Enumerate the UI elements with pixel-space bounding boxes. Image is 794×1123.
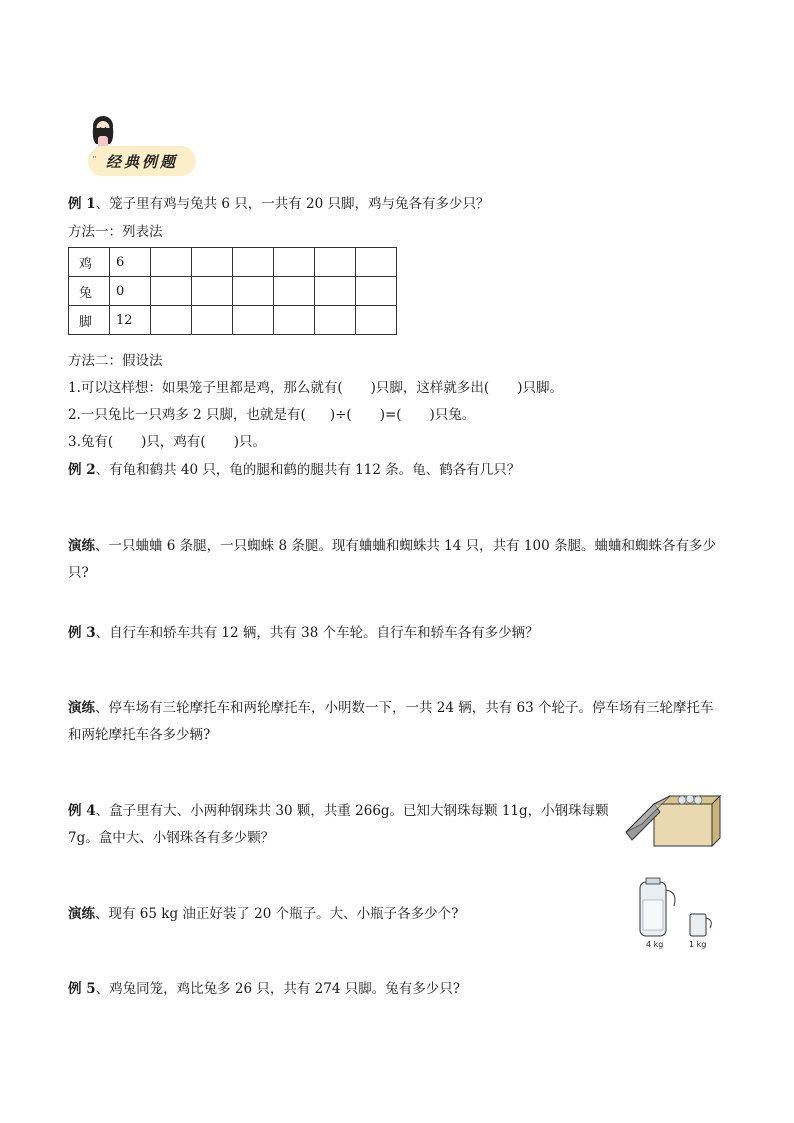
step-1: 1.可以这样想：如果笼子里都是鸡，那么就有( )只脚，这样就多出( )只脚。 [68,380,563,396]
example-2: 例 2、有龟和鹤共 40 只，龟的腿和鹤的腿共有 112 条。龟、鹤各有几只？ [68,462,521,478]
table-cell[interactable] [315,248,356,277]
table-cell[interactable] [151,277,192,306]
table-cell[interactable] [274,306,315,335]
practice-2: 演练、停车场有三轮摩托车和两轮摩托车，小明数一下，一共 24 辆，共有 63 个轮子。停车场有三轮摩托车 [68,700,714,716]
example-4: 例 4、盒子里有大、小两种钢珠共 30 颗，共重 266g。已知大钢珠每颗 11g，小钢珠每颗 [68,803,609,819]
method-2-heading: 方法二：假设法 [68,353,163,369]
method-1-heading: 方法一：列表法 [68,224,163,240]
table-cell: 12 [110,306,151,335]
table-cell[interactable] [356,306,397,335]
example-1 [68,192,490,212]
practice-2-cont: 和两轮摩托车各多少辆? [68,727,211,743]
table-cell[interactable] [192,248,233,277]
table-cell[interactable] [233,248,274,277]
table-cell[interactable] [192,306,233,335]
step-3: 3.兔有( )只，鸡有( )只。 [68,434,266,450]
small-bottle-caption: 1 kg [689,940,707,949]
box-of-balls-illustration [624,786,722,848]
table-cell[interactable] [315,306,356,335]
example-4-cont: 7g。盒中大、小钢珠各有多少颗？ [68,830,275,846]
table-cell[interactable] [315,277,356,306]
example-1-text: 、笼子里有鸡与兔共 6 只，一共有 20 只脚，鸡与兔各有多少只？ [95,196,490,212]
table-row [69,248,397,277]
table-cell[interactable] [356,248,397,277]
row-label: 脚 [69,306,110,335]
practice-3: 演练、现有 65 kg 油正好装了 20 个瓶子。大、小瓶子各多少个? [68,906,459,922]
practice-1-cont: 只? [68,565,89,581]
row-label: 兔 [69,277,110,306]
example-5: 例 5、鸡兔同笼，鸡比兔多 26 只，共有 274 只脚。兔有多少只? [68,981,460,997]
chicken-rabbit-table [68,247,397,335]
table-cell[interactable] [233,277,274,306]
table-row [69,277,397,306]
table-cell[interactable] [151,306,192,335]
practice-1: 演练、一只蛐蛐 6 条腿，一只蜘蛛 8 条腿。现有蛐蛐和蜘蛛共 14 只，共有 100 条腿。蛐蛐和蜘蛛各有多少 [68,538,716,554]
big-bottle-caption: 4 kg [646,940,664,949]
table-cell[interactable] [192,277,233,306]
table-cell[interactable] [274,277,315,306]
section-title: 经典例题 [106,153,179,171]
example-1-label: 例 1 [68,196,96,212]
oil-bottles-illustration [634,876,720,950]
table-cell[interactable] [233,306,274,335]
example-3: 例 3、自行车和轿车共有 12 辆，共有 38 个车轮。自行车和轿车各有多少辆？ [68,625,539,641]
table-cell: 0 [110,277,151,306]
table-cell[interactable] [356,277,397,306]
table-cell[interactable] [151,248,192,277]
table-cell[interactable] [274,248,315,277]
table-row [69,306,397,335]
row-label: 鸡 [69,248,110,277]
header-dash: ¨ [92,156,97,167]
table-cell: 6 [110,248,151,277]
step-2: 2.一只兔比一只鸡多 2 只脚，也就是有( )÷( )=( )只兔。 [68,407,476,423]
